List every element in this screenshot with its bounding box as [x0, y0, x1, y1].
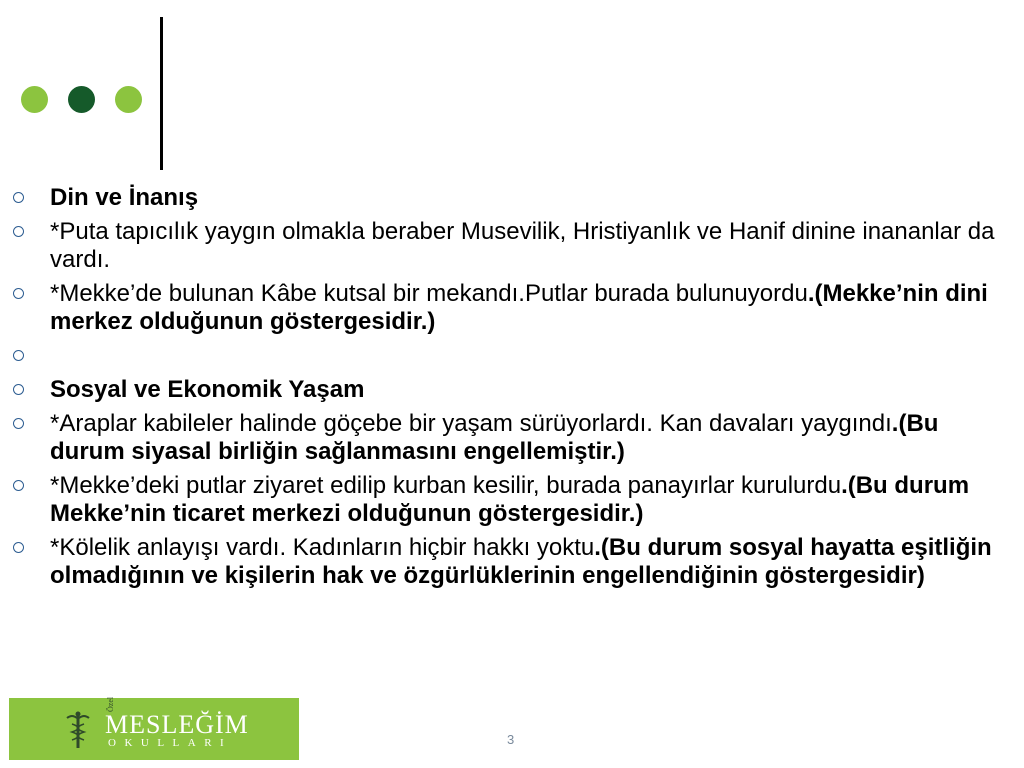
list-item — [12, 218, 1012, 274]
decor-dot-2 — [68, 86, 95, 113]
section-heading-religion: Din ve İnanış — [50, 184, 199, 211]
list-item — [12, 472, 1012, 528]
decor-dot-3 — [115, 86, 142, 113]
list-item — [12, 534, 1012, 590]
list-item — [12, 184, 1012, 212]
decor-dot-1 — [21, 86, 48, 113]
paragraph-text: *Mekke’de bulunan Kâbe kutsal bir mekandı.Putlar burada bulunuyordu — [50, 280, 808, 307]
school-logo — [9, 698, 299, 760]
bullet-icon — [13, 226, 24, 237]
paragraph-text: *Araplar kabileler halinde göçebe bir yaşam sürüyorlardı. Kan davaları yaygındı — [50, 410, 892, 437]
bullet-icon — [13, 350, 24, 361]
logo-small-text: Özel — [106, 696, 115, 712]
list-item — [12, 280, 1012, 336]
paragraph-text: *Puta tapıcılık yaygın olmakla beraber Musevilik, Hristiyanlık ve Hanif dinine inananlar da vardı. — [50, 218, 995, 273]
list-item — [12, 376, 1012, 404]
logo-subtitle: OKULLARI — [108, 737, 233, 749]
bullet-icon — [13, 542, 24, 553]
bullet-icon — [13, 384, 24, 395]
paragraph-text: *Kölelik anlayışı vardı. Kadınların hiçbir hakkı yoktu — [50, 534, 595, 561]
caduceus-icon — [65, 710, 91, 750]
section-heading-social: Sosyal ve Ekonomik Yaşam — [50, 376, 365, 403]
page-number: 3 — [507, 732, 515, 747]
decor-vertical-line — [160, 17, 163, 170]
list-item-empty — [12, 342, 1012, 370]
bullet-icon — [13, 288, 24, 299]
paragraph-bold-note: .(Mekke’nin dini merkez olduğunun göstergesidir.) — [50, 280, 988, 335]
paragraph-bold-note: .(Bu durum sosyal hayatta eşitliğin olmadığının ve kişilerin hak ve özgürlüklerinin engellendiğinin göstergesidir) — [50, 534, 992, 589]
bullet-icon — [13, 480, 24, 491]
bullet-icon — [13, 192, 24, 203]
logo-title: MESLEĞİM — [105, 710, 249, 739]
paragraph-bold-note: .(Bu durum Mekke’nin ticaret merkezi olduğunun göstergesidir.) — [50, 472, 970, 527]
bullet-icon — [13, 418, 24, 429]
paragraph-bold-note: .(Bu durum siyasal birliğin sağlanmasını engellemiştir.) — [50, 410, 939, 465]
paragraph-text: *Mekke’deki putlar ziyaret edilip kurban kesilir, burada panayırlar kurulurdu — [50, 472, 842, 499]
list-item — [12, 410, 1012, 466]
bullet-list — [12, 184, 1012, 590]
